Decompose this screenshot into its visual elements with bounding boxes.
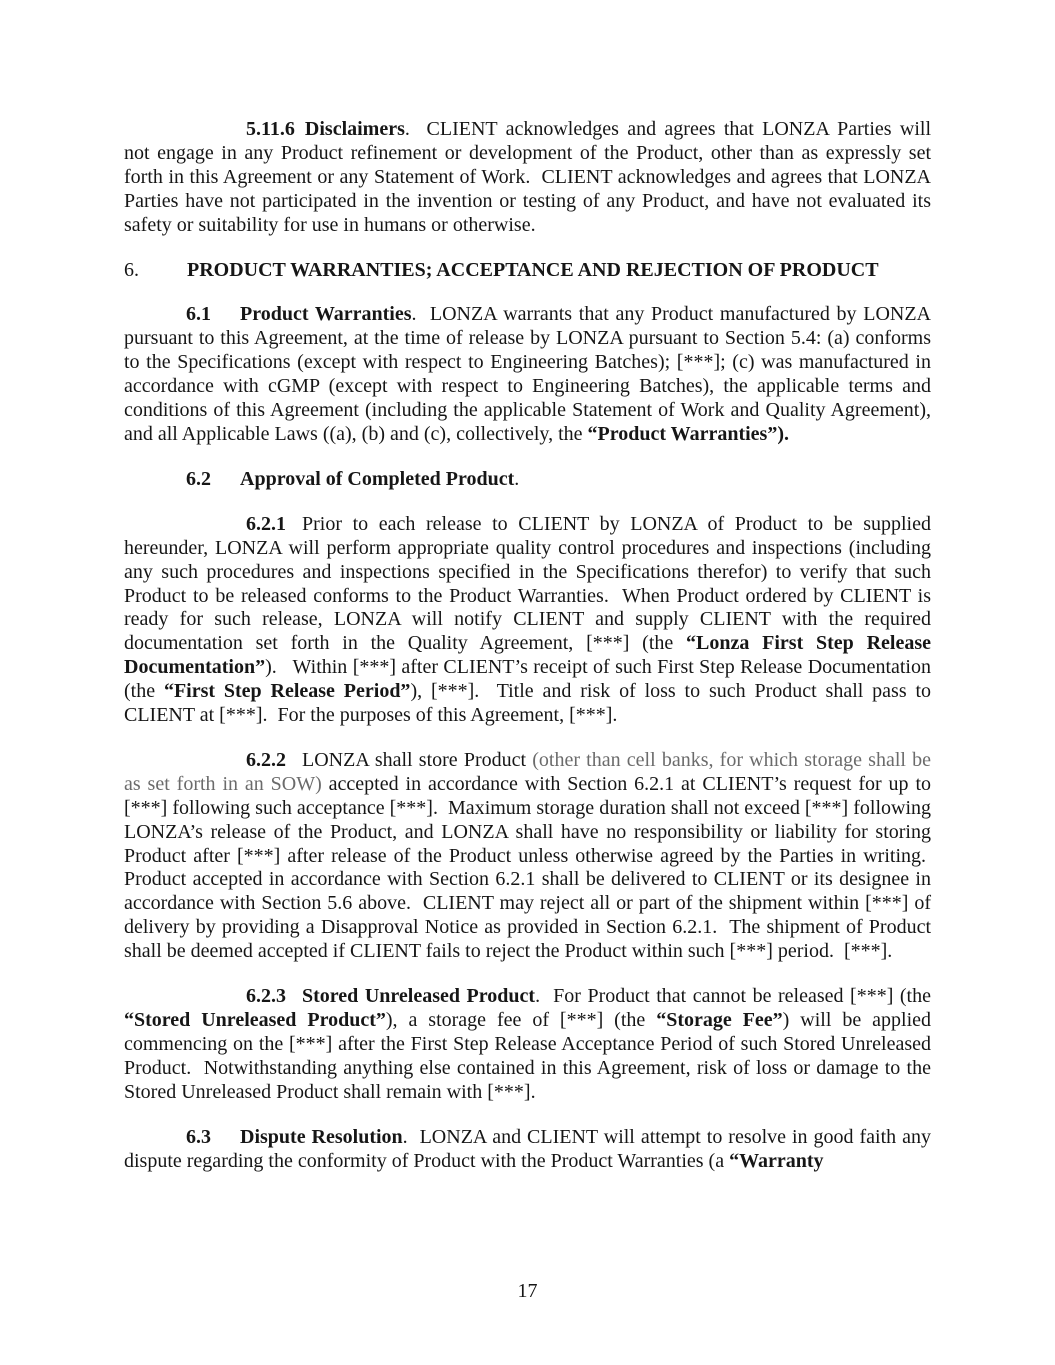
body-text: . CLIENT acknowledges and agrees that LONZA Parties will not engage in any Product refinement or development of the Product, other than as expressly set forth in this Agreement or any Statement of Work. CLIENT acknowledges and agrees that LONZA Parties have not participated in the invention or testing of any Product, and have not evaluated its safety or suitability for use in humans or otherwise.: [124, 118, 931, 236]
paragraph-6-1-product-warranties: [124, 303, 931, 446]
body-text: ), [***]. Title and risk of loss to such Product shall pass to CLIENT at [***]. For the purposes of this Agreement, [***].: [124, 680, 932, 727]
section-number: 6.2.1: [246, 512, 286, 535]
body-text: accepted in accordance with Section 6.2.1 at CLIENT’s request for up to [***] following such acceptance [***]. Maximum storage duration shall not exceed [***] following LONZA’s release of the Product, and LONZA shall have no responsibility or liability for storing Product after [***] after release of the Product unless otherwise agreed by the Parties in writing. Product accepted in accordance with Section 6.2.1 shall be delivered to CLIENT or its designee in accordance with Section 5.6 above. CLIENT may reject all or part of the shipment within [***] of delivery by providing a Disapproval Notice as provided in Section 6.2.1. The shipment of Product shall be deemed accepted if CLIENT fails to reject the Product within such [***] period. [***].: [124, 772, 931, 963]
run-in-heading: Stored Unreleased Product: [302, 985, 536, 1008]
paragraph-6-2-2-storage: [124, 749, 931, 964]
body-text: ), a storage fee of [***] (the: [385, 1009, 657, 1031]
section-number: 6.: [124, 258, 139, 281]
run-in-heading: Dispute Resolution: [240, 1125, 403, 1148]
defined-term: “Storage Fee”: [656, 1009, 783, 1031]
paragraph-6-3-dispute-resolution: [124, 1126, 931, 1174]
paragraph-6-2-1-release: [124, 513, 931, 728]
defined-term: “First Step Release Period”: [163, 680, 411, 703]
defined-term: “Warranty: [729, 1149, 824, 1172]
body-text: . For Product that cannot be released [***] (the: [535, 985, 931, 1008]
run-in-heading: Approval of Completed Product: [240, 467, 515, 490]
section-number: 5.11.6: [246, 118, 295, 140]
section-number: 6.2: [186, 467, 211, 490]
body-text: ). Within [***] after CLIENT’s receipt of such First Step Release Documentation (the: [124, 656, 931, 703]
section-number: 6.2.3: [246, 985, 286, 1008]
defined-term: “Product Warranties”).: [587, 422, 789, 445]
run-in-heading: Disclaimers: [304, 118, 405, 140]
section-heading: PRODUCT WARRANTIES; ACCEPTANCE AND REJECTION OF PRODUCT: [187, 258, 879, 281]
paragraph-disclaimers-5-11-6: [124, 118, 931, 238]
paragraph-6-2-3-stored-unreleased-product: [124, 985, 931, 1105]
section-number: 6.1: [186, 303, 211, 326]
body-text: . LONZA and CLIENT will attempt to resolve in good faith any dispute regarding the conformity of Product with the Product Warranties (a: [124, 1125, 931, 1172]
section-number: 6.2.2: [246, 748, 286, 771]
defined-term: “Stored Unreleased Product”: [124, 1009, 386, 1031]
body-text: .: [514, 467, 520, 490]
body-text: ) will be applied commencing on the [***] after the First Step Release Acceptance Period of such Stored Unreleased Product. Notwithstanding anything else contained in this Agreement, risk of loss or damage to the Stored Unreleased Product shall remain with [***].: [124, 1009, 931, 1103]
run-in-heading: Product Warranties: [240, 303, 412, 326]
body-text: . LONZA warrants that any Product manufactured by LONZA pursuant to this Agreement, at the time of release by LONZA pursuant to Section 5.4: (a) conforms to the Specifications (except with respect to Engineering Batches); [***]; (c) was manufactured in accordance with cGMP (except with respect to Engineering Batches), the applicable terms and conditions of this Agreement (including the applicable Statement of Work and Quality Agreement), and all Applicable Laws ((a), (b) and (c), collectively, the: [124, 303, 931, 445]
section-number: 6.3: [186, 1125, 211, 1148]
page-number: 17: [517, 1280, 538, 1302]
grayed-parenthetical-text: (other than cell banks, for which storage shall be as set forth in an SOW): [124, 748, 931, 795]
heading-6-2-approval-of-completed-product: [124, 468, 931, 492]
body-text: LONZA shall store Product: [302, 748, 533, 771]
page-body: [124, 118, 931, 1194]
defined-term: “Lonza First Step Release Documentation”: [124, 632, 931, 679]
body-text: Prior to each release to CLIENT by LONZA of Product to be supplied hereunder, LONZA will perform appropriate quality control procedures and inspections (including any such procedures and inspections specified in the Specifications therefor) to verify that such Product to be released conforms to the Product Warranties. When Product ordered by CLIENT is ready for such release, LONZA will notify CLIENT and supply CLIENT with the required documentation set forth in the Quality Agreement, [***] (the: [124, 512, 931, 655]
heading-section-6: [124, 259, 931, 283]
